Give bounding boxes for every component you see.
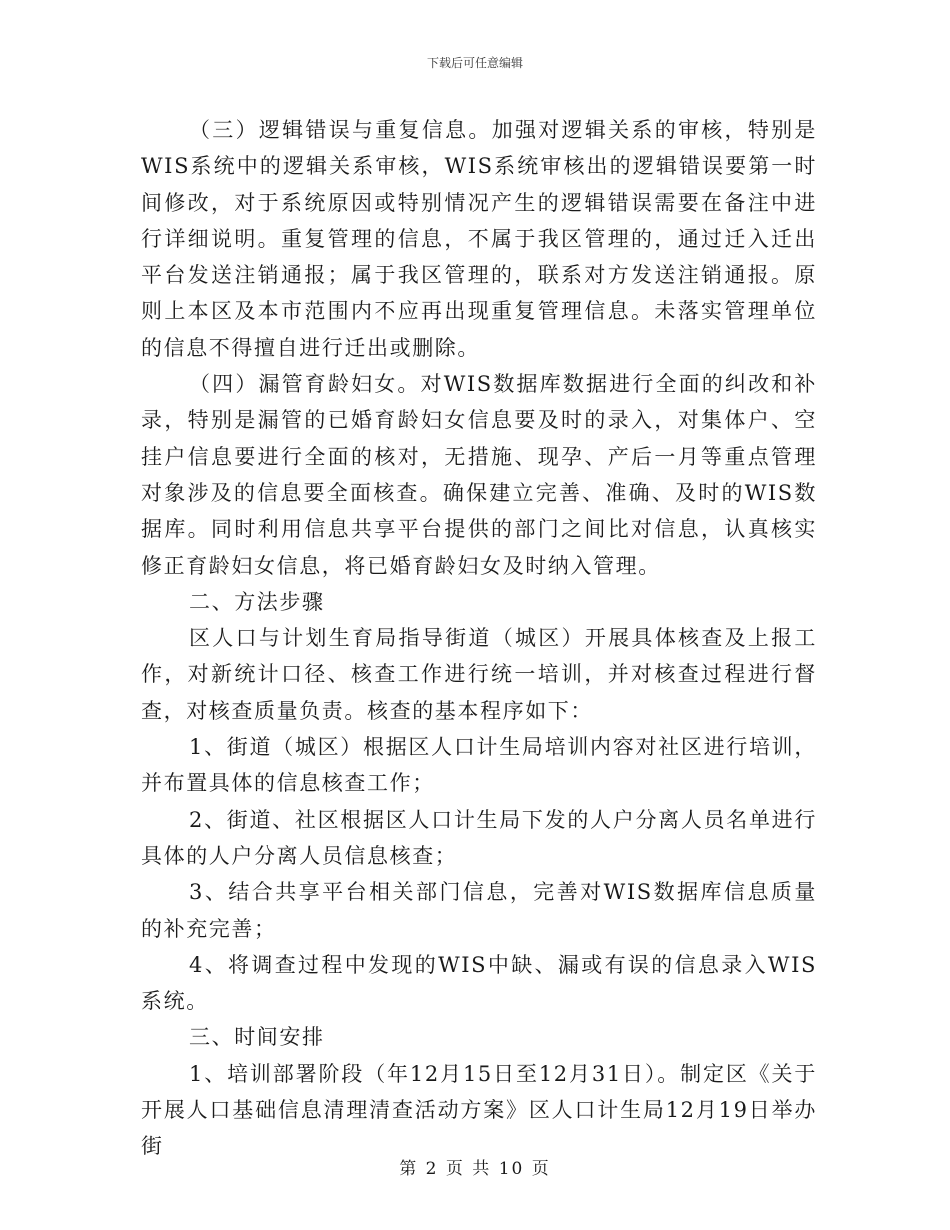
list-item-step-4: 4、将调查过程中发现的WIS中缺、漏或有误的信息录入WIS系统。 [141,952,817,1014]
page-header: 下载后可任意编辑 [426,56,523,70]
page-number: 第 2 页 共 10 页 [399,1159,551,1179]
document-body [141,112,817,1165]
list-item-step-1: 1、街道（城区）根据区人口计生局培训内容对社区进行培训，并布置具体的信息核查工作； [141,735,817,796]
paragraph-schedule-phase-1: 1、培训部署阶段（年12月15日至12月31日）。制定区《关于开展人口基础信息清理清查活动方案》区人口计生局12月19日举办街 [141,1061,817,1159]
section-heading-schedule: 三、时间安排 [189,1025,325,1050]
list-item-step-2: 2、街道、社区根据区人口计生局下发的人户分离人员名单进行具体的人户分离人员信息核查； [141,807,817,868]
list-item-step-3: 3、结合共享平台相关部门信息，完善对WIS数据库信息质量的补充完善； [141,880,817,941]
paragraph-logic-errors: （三）逻辑错误与重复信息。加强对逻辑关系的审核，特别是WIS系统中的逻辑关系审核，WIS系统审核出的逻辑错误要第一时间修改，对于系统原因或特别情况产生的逻辑错误需要在备注中进行详细说明。重复管理的信息，不属于我区管理的，通过迁入迁出平台发送注销通报；属于我区管理的，联系对方发送注销通报。原则上本区及本市范围内不应再出现重复管理信息。未落实管理单位的信息不得擅自进行迁出或删除。 [141,118,817,360]
section-heading-methods: 二、方法步骤 [189,589,325,614]
paragraph-methods-intro: 区人口与计划生育局指导街道（城区）开展具体核查及上报工作，对新统计口径、核查工作进行统一培训，并对核查过程进行督查，对核查质量负责。核查的基本程序如下： [141,626,817,723]
paragraph-missed-women: （四）漏管育龄妇女。对WIS数据库数据进行全面的纠改和补录，特别是漏管的已婚育龄妇女信息要及时的录入，对集体户、空挂户信息要进行全面的核对，无措施、现孕、产后一月等重点管理对象涉及的信息要全面核查。确保建立完善、准确、及时的WIS数据库。同时利用信息共享平台提供的部门之间比对信息，认真核实修正育龄妇女信息，将已婚育龄妇女及时纳入管理。 [141,372,817,578]
